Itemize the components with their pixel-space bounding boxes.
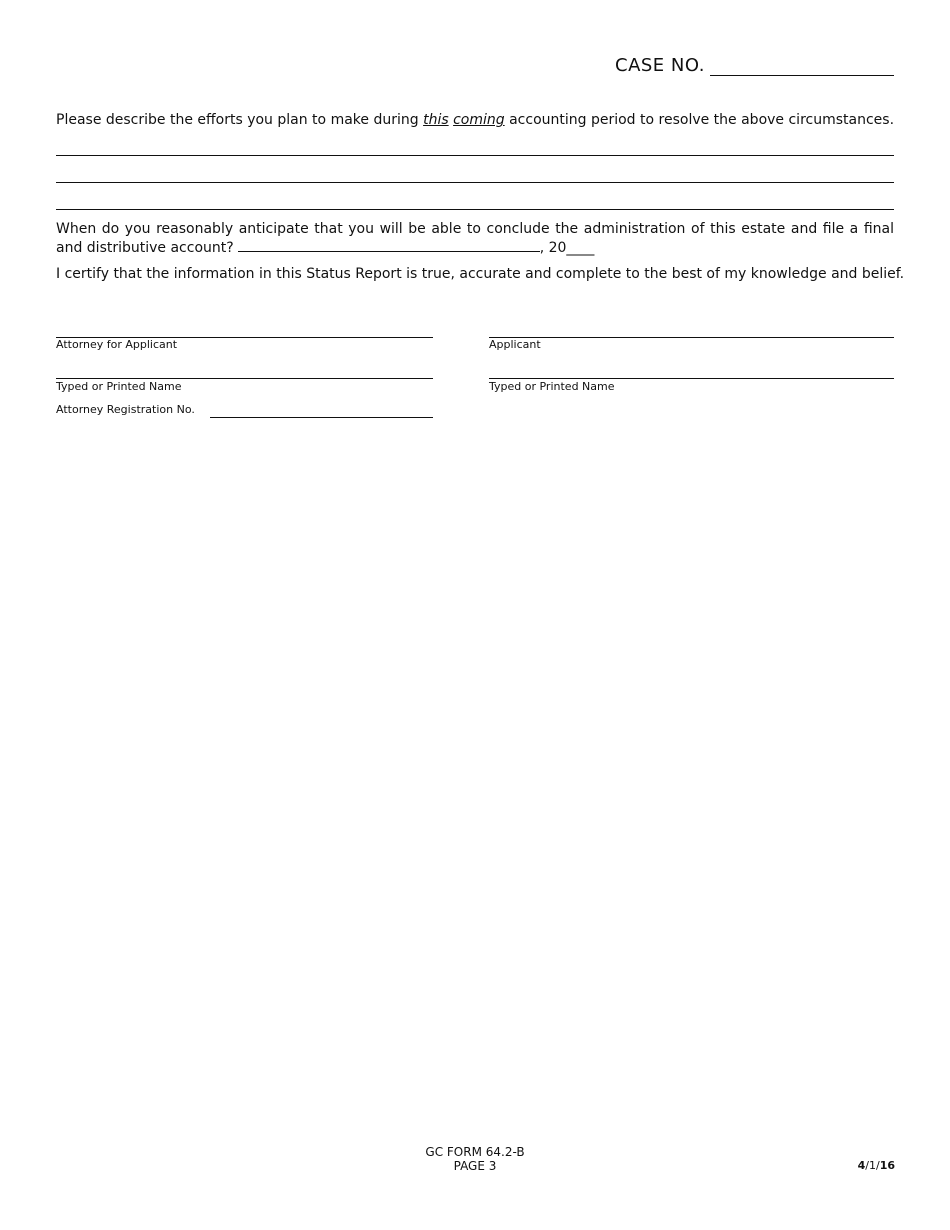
efforts-answer-line-3[interactable] — [56, 209, 894, 210]
attorney-signature-label: Attorney for Applicant — [56, 338, 178, 351]
footer-form-id: GC FORM 64.2-B — [425, 1145, 525, 1159]
certification-statement: I certify that the information in this Status Report is true, accurate and complete to the best of my knowledge and belief. — [56, 266, 905, 282]
conclusion-question-text: When do you reasonably anticipate that you will be able to conclude the administration of this estate and file a final and distributive account? — [56, 221, 894, 256]
attorney-typed-name-label: Typed or Printed Name — [56, 380, 182, 393]
case-number-field[interactable] — [710, 75, 894, 76]
efforts-emphasis-coming: coming — [453, 112, 505, 128]
efforts-prompt — [56, 111, 894, 129]
applicant-typed-name-label: Typed or Printed Name — [489, 380, 615, 393]
efforts-answer-line-2[interactable] — [56, 182, 894, 183]
conclusion-date-field[interactable] — [238, 238, 540, 252]
footer-form-info — [375, 1145, 575, 1173]
attorney-typed-name-line[interactable] — [56, 378, 433, 379]
efforts-text-after: accounting period to resolve the above circumstances. — [504, 112, 895, 128]
conclusion-year-suffix: , 20____ — [539, 240, 595, 256]
efforts-text-before: Please describe the efforts you plan to make during — [56, 112, 424, 128]
revision-year: 16 — [879, 1159, 895, 1172]
footer-page-number: PAGE 3 — [453, 1159, 497, 1173]
applicant-signature-label: Applicant — [489, 338, 541, 351]
conclusion-question — [56, 220, 894, 257]
revision-month: 4 — [857, 1159, 866, 1172]
applicant-typed-name-line[interactable] — [489, 378, 894, 379]
case-number-label: CASE NO. — [615, 55, 706, 76]
attorney-registration-line[interactable] — [210, 417, 433, 418]
attorney-registration-label: Attorney Registration No. — [56, 403, 195, 416]
revision-separator: /1/ — [865, 1159, 880, 1172]
applicant-signature-line[interactable] — [489, 337, 894, 338]
efforts-emphasis-this: this — [423, 112, 449, 128]
footer-revision-date — [820, 1159, 895, 1172]
efforts-answer-line-1[interactable] — [56, 155, 894, 156]
